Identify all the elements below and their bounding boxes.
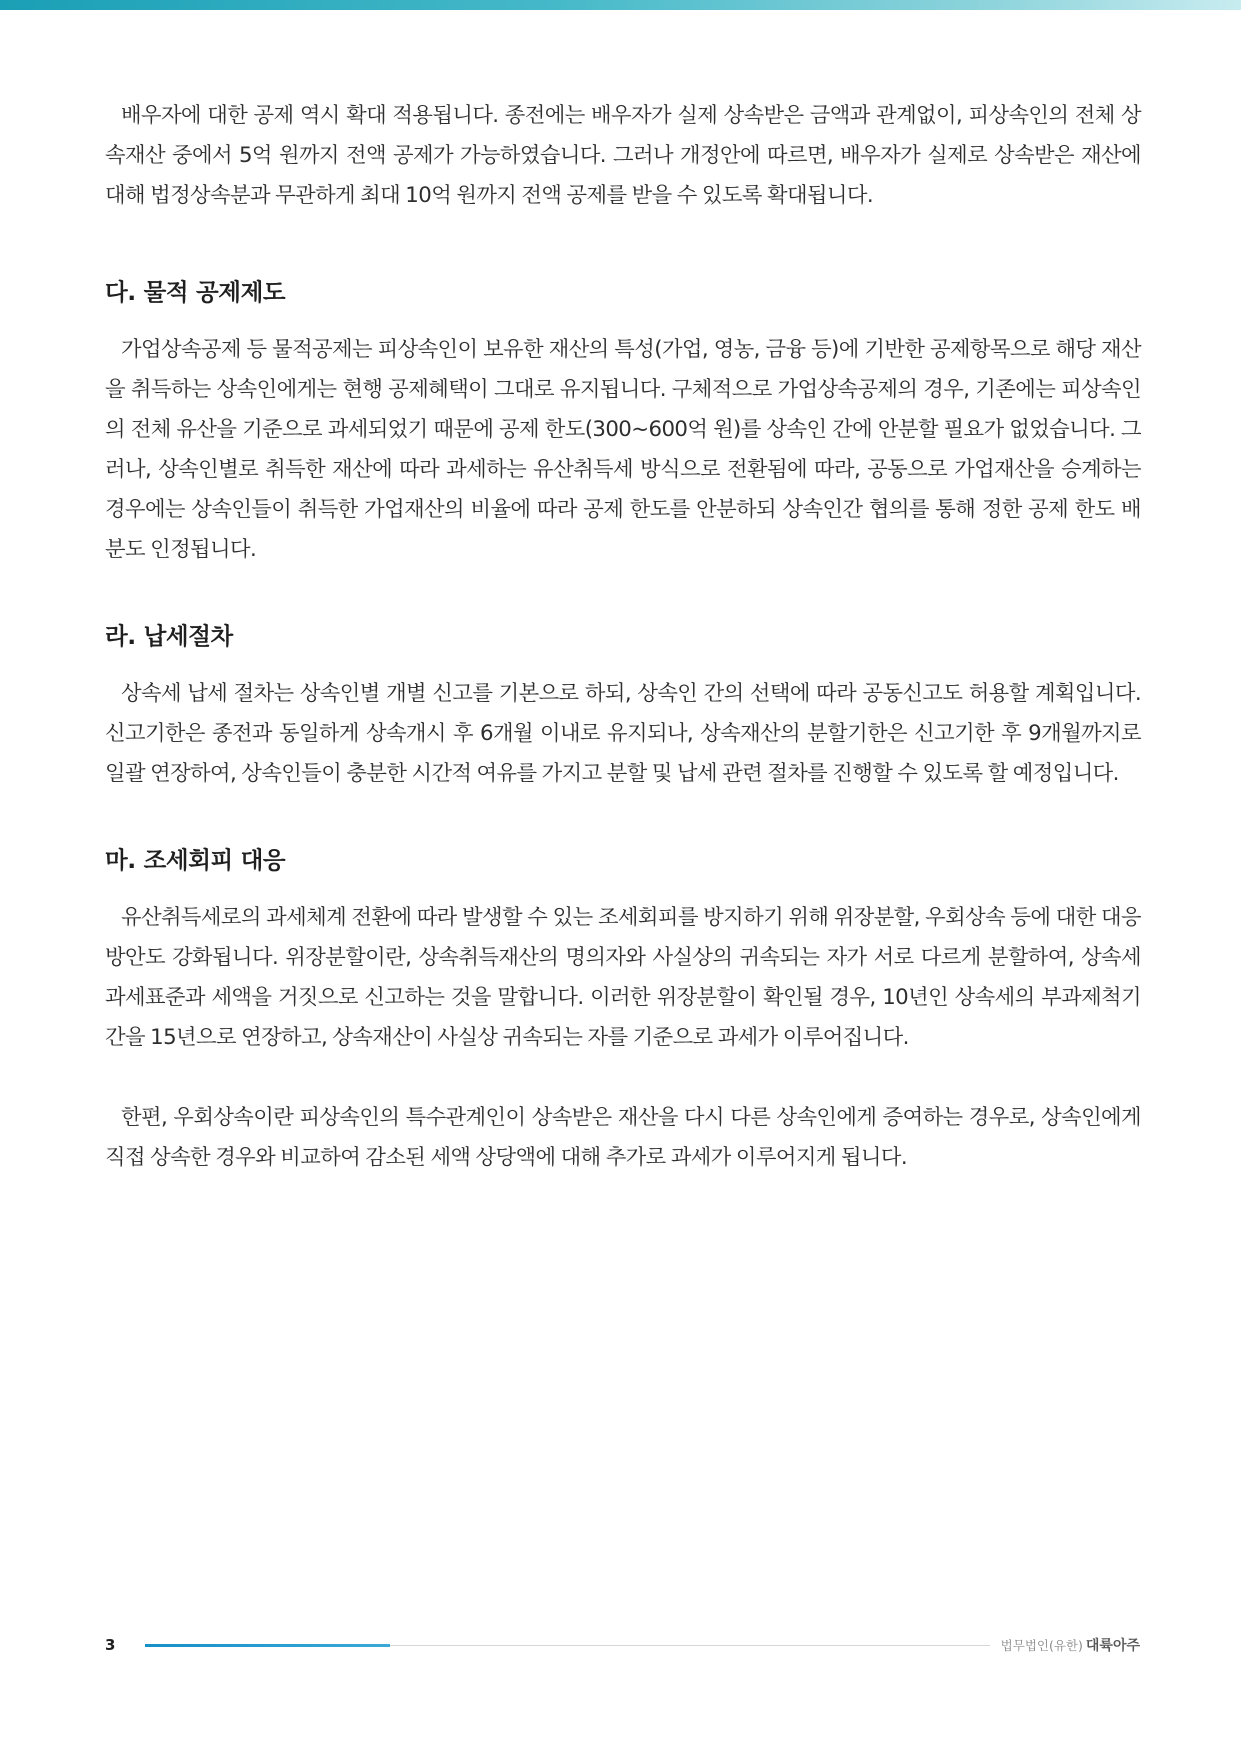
paragraph-spouse-deduction: 배우자에 대한 공제 역시 확대 적용됩니다. 종전에는 배우자가 실제 상속받은 금액과 관계없이, 피상속인의 전체 상속재산 중에서 5억 원까지 전액 공제가 가능하였습니다. 그러나 개정안에 따르면, 배우자가 실제로 상속받은 재산에 대해 법정상속분과 무관하게 최대 10억 원까지 전액 공제를 받을 수 있도록 확대됩니다. xyxy=(105,103,1141,208)
document-body xyxy=(105,96,1141,1178)
footer-accent-line xyxy=(145,1644,390,1647)
firm-name: 대륙아주 xyxy=(1085,1638,1140,1654)
paragraph-indirect-inheritance: 한편, 우회상속이란 피상속인의 특수관계인이 상속받은 재산을 다시 다른 상속인에게 증여하는 경우로, 상속인에게 직접 상속한 경우와 비교하여 감소된 세액 상당액에 대해 추가로 과세가 이루어지게 됩니다. xyxy=(105,1105,1141,1170)
paragraph-disguised-division: 유산취득세로의 과세체계 전환에 따라 발생할 수 있는 조세회피를 방지하기 위해 위장분할, 우회상속 등에 대한 대응방안도 강화됩니다. 위장분할이란, 상속취득재산의 명의자와 사실상의 귀속되는 자가 서로 다르게 분할하여, 상속세 과세표준과 세액을 거짓으로 신고하는 것을 말합니다. 이러한 위장분할이 확인될 경우, 10년인 상속세의 부과제척기간을 15년으로 연장하고, 상속재산이 사실상 귀속되는 자를 기준으로 과세가 이루어집니다. xyxy=(105,905,1141,1050)
section-heading-tax-procedure: 라. 납세절차 xyxy=(105,622,233,650)
page-footer xyxy=(0,1630,1241,1660)
page-number: 3 xyxy=(105,1636,116,1654)
top-accent-bar xyxy=(0,0,1241,10)
section-heading-material-deduction: 다. 물적 공제제도 xyxy=(105,278,286,306)
firm-logo-text xyxy=(1001,1630,1140,1661)
paragraph-tax-procedure: 상속세 납세 절차는 상속인별 개별 신고를 기본으로 하되, 상속인 간의 선택에 따라 공동신고도 허용할 계획입니다. 신고기한은 종전과 동일하게 상속개시 후 6개월 이내로 유지되나, 상속재산의 분할기한은 신고기한 후 9개월까지로 일괄 연장하여, 상속인들이 충분한 시간적 여유를 가지고 분할 및 납세 관련 절차를 진행할 수 있도록 할 예정입니다. xyxy=(105,681,1141,786)
firm-prefix: 법무법인(유한) xyxy=(1000,1638,1083,1653)
section-heading-tax-avoidance: 마. 조세회피 대응 xyxy=(105,846,286,874)
paragraph-material-deduction: 가업상속공제 등 물적공제는 피상속인이 보유한 재산의 특성(가업, 영농, 금융 등)에 기반한 공제항목으로 해당 재산을 취득하는 상속인에게는 현행 공제혜택이 그대로 유지됩니다. 구체적으로 가업상속공제의 경우, 기존에는 피상속인의 전체 유산을 기준으로 과세되었기 때문에 공제 한도(300~600억 원)를 상속인 간에 안분할 필요가 없었습니다. 그러나, 상속인별로 취득한 재산에 따라 과세하는 유산취득세 방식으로 전환됨에 따라, 공동으로 가업재산을 승계하는 경우에는 상속인들이 취득한 가업재산의 비율에 따라 공제 한도를 안분하되 상속인간 협의를 통해 정한 공제 한도 배분도 인정됩니다. xyxy=(105,337,1141,562)
